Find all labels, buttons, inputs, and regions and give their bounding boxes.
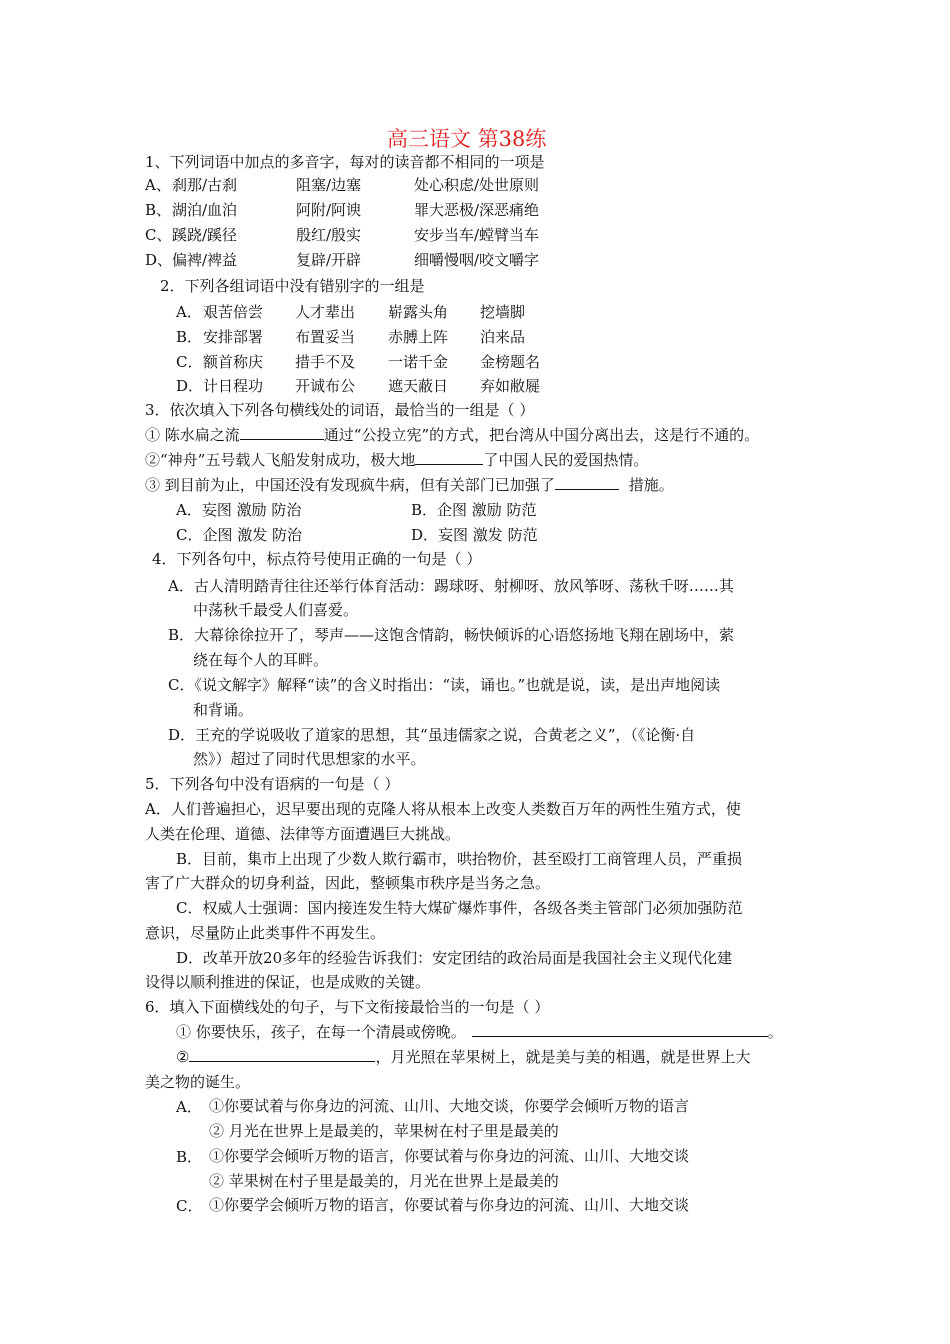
q4-option-d-line1: D．王充的学说吸收了道家的思想，其“虽违儒家之说，合黄老之义”，（《论衡·自 [168, 726, 696, 744]
q3-sentence-3 [145, 475, 674, 495]
q3-sentence-2 [145, 450, 648, 470]
q2-c-word3: 一诺千金 [388, 353, 449, 371]
q6-option-a-label: A． [176, 1098, 202, 1116]
q3-stem: 3．依次填入下列各句横线处的词语，最恰当的一组是（ ） [145, 401, 535, 419]
q6-option-a-line2: ② 月光在世界上是最美的，苹果树在村子里是最美的 [209, 1122, 559, 1140]
q2-a-word3: 崭露头角 [388, 303, 449, 321]
q2-d-word1: 计日程功 [203, 377, 264, 395]
q3-s1-after: 通过“公投立宪”的方式，把台湾从中国分离出去，这是行不通的。 [323, 426, 760, 444]
q3-sentence-1 [145, 425, 759, 445]
q1-b-pair1: 湖泊/血泊 [172, 201, 238, 219]
q6-l1-text: ① 你要快乐，孩子，在每一个清晨或傍晚。 [176, 1023, 466, 1041]
q3-s1-blank [240, 425, 324, 440]
q6-option-c-line1: ①你要学会倾听万物的语言，你要试着与你身边的河流、山川、大地交谈 [209, 1196, 690, 1214]
q1-a-pair1: 刹那/古刹 [172, 176, 238, 194]
q4-option-a-line2: 中荡秋千最受人们喜爱。 [193, 601, 359, 619]
q6-line-3: 美之物的诞生。 [145, 1073, 251, 1091]
q6-l1-end: 。 [767, 1023, 783, 1041]
q2-a-word4: 挖墙脚 [480, 303, 526, 321]
q5-option-c-line1: C．权威人士强调：国内接连发生特大煤矿爆炸事件，各级各类主管部门必须加强防范 [176, 899, 743, 917]
q1-d-pair2: 复辟/开辟 [296, 251, 362, 269]
q3-s3-before: ③ 到目前为止，中国还没有发现疯牛病，但有关部门已加强了 [145, 476, 555, 494]
q1-c-label: C、 [145, 226, 172, 244]
q6-option-c-label: C． [176, 1197, 203, 1215]
q3-s2-blank [415, 450, 483, 465]
q3-s1-before: ① 陈水扁之流 [145, 426, 240, 444]
q1-a-label: A、 [145, 176, 171, 194]
q1-b-pair2: 阿附/阿谀 [296, 201, 362, 219]
q1-c-pair1: 蹊跷/蹊径 [172, 226, 238, 244]
page-title: 高三语文 第38练 [387, 127, 547, 151]
q6-option-b-line1: ①你要学会倾听万物的语言，你要试着与你身边的河流、山川、大地交谈 [209, 1147, 690, 1165]
q6-l2-blank [189, 1047, 375, 1062]
q2-c-word2: 措手不及 [295, 353, 356, 371]
q6-line-2 [176, 1047, 750, 1067]
q2-c-word4: 金榜题名 [480, 353, 541, 371]
q4-option-b-line2: 绕在每个人的耳畔。 [193, 651, 329, 669]
q6-option-b-line2: ② 苹果树在村子里是最美的，月光在世界上是最美的 [209, 1172, 559, 1190]
q1-b-pair3: 罪大恶极/深恶痛绝 [414, 201, 540, 219]
q2-b-word1: 安排部署 [203, 328, 264, 346]
q6-option-a-line1: ①你要试着与你身边的河流、山川、大地交谈，你要学会倾听万物的语言 [209, 1097, 690, 1115]
q5-stem: 5．下列各句中没有语病的一句是（ ） [145, 775, 400, 793]
q1-d-label: D、 [145, 251, 173, 269]
q1-d-pair1: 偏裨/裨益 [172, 251, 238, 269]
q3-s3-blank [555, 475, 619, 490]
q6-stem: 6．填入下面横线处的句子，与下文衔接最恰当的一句是（ ） [145, 998, 550, 1016]
q3-s2-after: 了中国人民的爱国热情。 [483, 451, 649, 469]
q2-c-label: C． [176, 353, 203, 371]
q3-s3-after: 措施。 [628, 476, 674, 494]
q4-option-d-line2: 然》）超过了同时代思想家的水平。 [193, 750, 426, 768]
q2-b-word4: 泊来品 [480, 328, 526, 346]
q1-c-pair3: 安步当车/螳臂当车 [414, 226, 540, 244]
q2-b-label: B． [176, 328, 203, 346]
q5-option-c-line2: 意识，尽量防止此类事件不再发生。 [145, 924, 386, 942]
q3-option-a: A．妄图 激励 防治 [176, 501, 302, 519]
q1-c-pair2: 殷红/殷实 [296, 226, 362, 244]
q4-stem: 4．下列各句中，标点符号使用正确的一句是（ ） [152, 550, 482, 568]
q5-option-d-line2: 设得以顺利推进的保证，也是成败的关键。 [145, 973, 431, 991]
q1-b-label: B、 [145, 201, 172, 219]
q4-option-c-line2: 和背诵。 [193, 701, 254, 719]
q6-l2-marker: ② [176, 1048, 190, 1066]
q6-line-1 [176, 1022, 783, 1042]
q2-b-word2: 布置妥当 [295, 328, 356, 346]
q2-c-word1: 额首称庆 [203, 353, 264, 371]
q6-l2-text: ，月光照在苹果树上，就是美与美的相遇，就是世界上大 [375, 1048, 751, 1066]
q2-d-word4: 弃如敝屣 [480, 377, 541, 395]
q4-option-a-line1: A．古人清明踏青往往还举行体育活动：踢球呀、射柳呀、放风筝呀、荡秋千呀……其 [168, 577, 734, 595]
q6-option-b-label: B． [176, 1148, 203, 1166]
q2-d-label: D． [176, 377, 204, 395]
q1-a-pair2: 阻塞/边塞 [296, 176, 362, 194]
q4-option-b-line1: B．大幕徐徐拉开了，琴声——这饱含情韵，畅快倾诉的心语悠扬地飞翔在剧场中，萦 [168, 626, 735, 644]
q2-a-word2: 人才辈出 [295, 303, 356, 321]
q2-d-word3: 遮天蔽日 [388, 377, 449, 395]
q4-option-c-line1: C．《说文解字》解释“读”的含义时指出：“读，诵也。”也就是说，读，是出声地阅读 [168, 676, 721, 694]
q6-l1-blank [472, 1022, 768, 1037]
q3-option-c: C．企图 激发 防治 [176, 526, 303, 544]
q5-option-d-line1: D．改革开放20多年的经验告诉我们：安定团结的政治局面是我国社会主义现代化建 [176, 949, 733, 967]
q5-option-b-line1: B．目前，集市上出现了少数人欺行霸市，哄抬物价，甚至殴打工商管理人员，严重损 [176, 850, 743, 868]
q5-option-a-line1: A．人们普遍担心，迟早要出现的克隆人将从根本上改变人类数百万年的两性生殖方式，使 [145, 800, 741, 818]
q2-d-word2: 开诚布公 [295, 377, 356, 395]
q3-option-d: D．妄图 激发 防范 [411, 526, 538, 544]
q2-a-label: A． [176, 303, 202, 321]
q1-a-pair3: 处心积虑/处世原则 [414, 176, 540, 194]
q3-option-b: B．企图 激励 防范 [411, 501, 537, 519]
q2-stem: 2．下列各组词语中没有错别字的一组是 [160, 277, 425, 295]
q1-d-pair3: 细嚼慢咽/咬文嚼字 [414, 251, 540, 269]
q1-stem: 1、下列词语中加点的多音字，每对的读音都不相同的一项是 [145, 153, 545, 171]
q2-a-word1: 艰苦倍尝 [203, 303, 264, 321]
q2-b-word3: 赤膊上阵 [388, 328, 449, 346]
q5-option-a-line2: 人类在伦理、道德、法律等方面遭遇巨大挑战。 [145, 825, 461, 843]
q5-option-b-line2: 害了广大群众的切身利益，因此，整顿集市秩序是当务之急。 [145, 874, 551, 892]
q3-s2-before: ②“神舟”五号载人飞船发射成功，极大地 [145, 451, 416, 469]
